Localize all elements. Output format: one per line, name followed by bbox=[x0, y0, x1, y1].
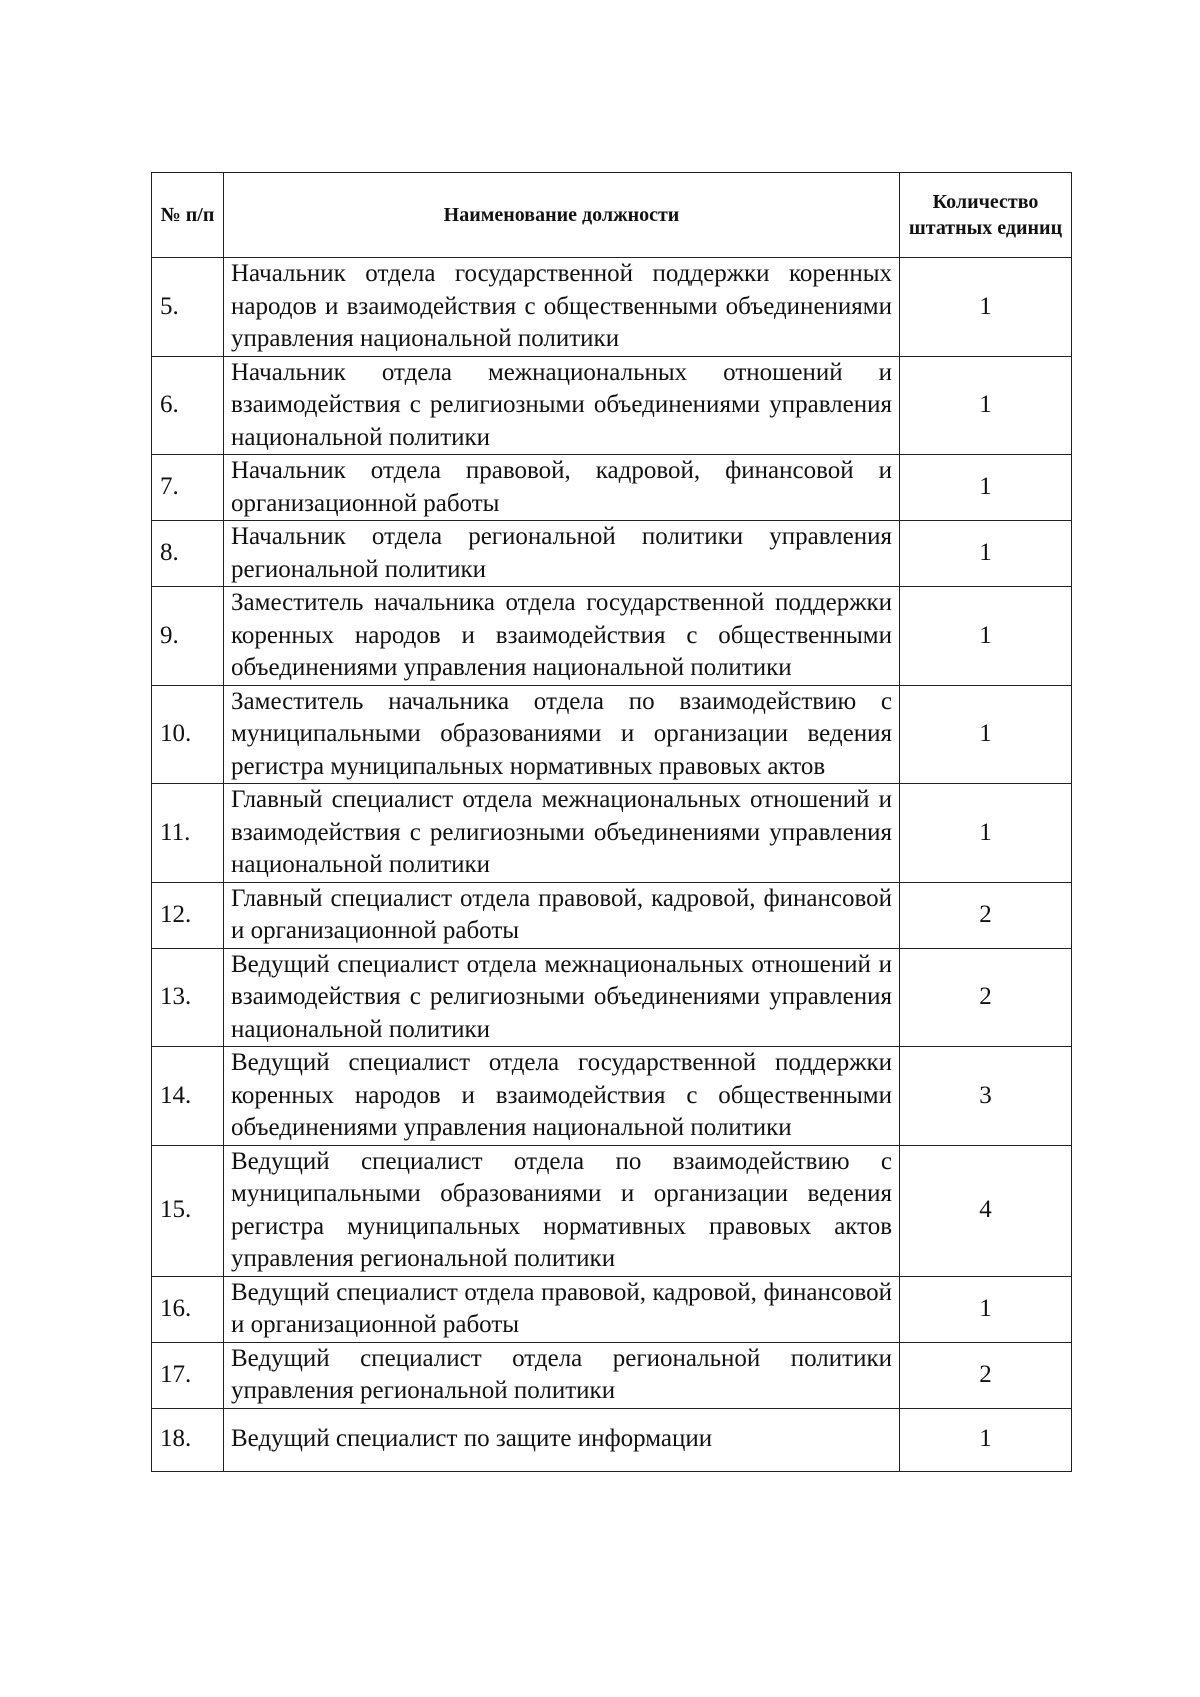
row-number: 14. bbox=[152, 1047, 224, 1146]
row-count: 1 bbox=[900, 1276, 1072, 1342]
row-number: 9. bbox=[152, 587, 224, 686]
row-position: Главный специалист отдела межнациональных отношений и взаимодействия с религиозными объединениями управления национальной политики bbox=[224, 784, 900, 883]
row-number: 15. bbox=[152, 1145, 224, 1276]
row-count: 2 bbox=[900, 1342, 1072, 1408]
table-row bbox=[152, 1047, 1072, 1146]
row-number: 6. bbox=[152, 356, 224, 455]
row-count: 1 bbox=[900, 784, 1072, 883]
row-count: 1 bbox=[900, 685, 1072, 784]
row-position: Ведущий специалист по защите информации bbox=[224, 1408, 900, 1471]
row-number: 13. bbox=[152, 948, 224, 1047]
row-position: Начальник отдела региональной политики управления региональной политики bbox=[224, 521, 900, 587]
table-row bbox=[152, 356, 1072, 455]
row-count: 3 bbox=[900, 1047, 1072, 1146]
table-row bbox=[152, 882, 1072, 948]
row-count: 2 bbox=[900, 948, 1072, 1047]
row-count: 2 bbox=[900, 882, 1072, 948]
row-number: 12. bbox=[152, 882, 224, 948]
table-row bbox=[152, 1276, 1072, 1342]
table-row bbox=[152, 1408, 1072, 1471]
row-position: Ведущий специалист отдела по взаимодействию с муниципальными образованиями и организации ведения регистра муниципальных нормативных правовых актов управления региональной политики bbox=[224, 1145, 900, 1276]
row-number: 16. bbox=[152, 1276, 224, 1342]
row-count: 1 bbox=[900, 521, 1072, 587]
table-header-row bbox=[152, 173, 1072, 258]
row-number: 5. bbox=[152, 258, 224, 357]
row-number: 10. bbox=[152, 685, 224, 784]
row-position: Главный специалист отдела правовой, кадровой, финансовой и организационной работы bbox=[224, 882, 900, 948]
table-row bbox=[152, 455, 1072, 521]
row-count: 1 bbox=[900, 587, 1072, 686]
table-row bbox=[152, 784, 1072, 883]
table-row bbox=[152, 1342, 1072, 1408]
row-count: 1 bbox=[900, 1408, 1072, 1471]
row-count: 1 bbox=[900, 356, 1072, 455]
row-number: 7. bbox=[152, 455, 224, 521]
table-row bbox=[152, 1145, 1072, 1276]
row-position: Начальник отдела межнациональных отношений и взаимодействия с религиозными объединениями управления национальной политики bbox=[224, 356, 900, 455]
row-position: Ведущий специалист отдела региональной политики управления региональной политики bbox=[224, 1342, 900, 1408]
table-row bbox=[152, 685, 1072, 784]
row-count: 4 bbox=[900, 1145, 1072, 1276]
row-number: 11. bbox=[152, 784, 224, 883]
staff-positions-table bbox=[151, 172, 1072, 1472]
table-row bbox=[152, 948, 1072, 1047]
table-row bbox=[152, 258, 1072, 357]
row-position: Начальник отдела государственной поддержки коренных народов и взаимодействия с общественными объединениями управления национальной политики bbox=[224, 258, 900, 357]
row-position: Начальник отдела правовой, кадровой, финансовой и организационной работы bbox=[224, 455, 900, 521]
row-number: 18. bbox=[152, 1408, 224, 1471]
row-position: Ведущий специалист отдела государственной поддержки коренных народов и взаимодействия с общественными объединениями управления национальной политики bbox=[224, 1047, 900, 1146]
row-count: 1 bbox=[900, 258, 1072, 357]
header-count: Количество штатных единиц bbox=[900, 173, 1072, 258]
row-position: Заместитель начальника отдела по взаимодействию с муниципальными образованиями и организации ведения регистра муниципальных нормативных правовых актов bbox=[224, 685, 900, 784]
row-position: Ведущий специалист отдела межнациональных отношений и взаимодействия с религиозными объединениями управления национальной политики bbox=[224, 948, 900, 1047]
table-row bbox=[152, 521, 1072, 587]
row-position: Ведущий специалист отдела правовой, кадровой, финансовой и организационной работы bbox=[224, 1276, 900, 1342]
row-count: 1 bbox=[900, 455, 1072, 521]
row-number: 17. bbox=[152, 1342, 224, 1408]
row-position: Заместитель начальника отдела государственной поддержки коренных народов и взаимодействия с общественными объединениями управления национальной политики bbox=[224, 587, 900, 686]
header-position: Наименование должности bbox=[224, 173, 900, 258]
header-number: № п/п bbox=[152, 173, 224, 258]
table-row bbox=[152, 587, 1072, 686]
row-number: 8. bbox=[152, 521, 224, 587]
